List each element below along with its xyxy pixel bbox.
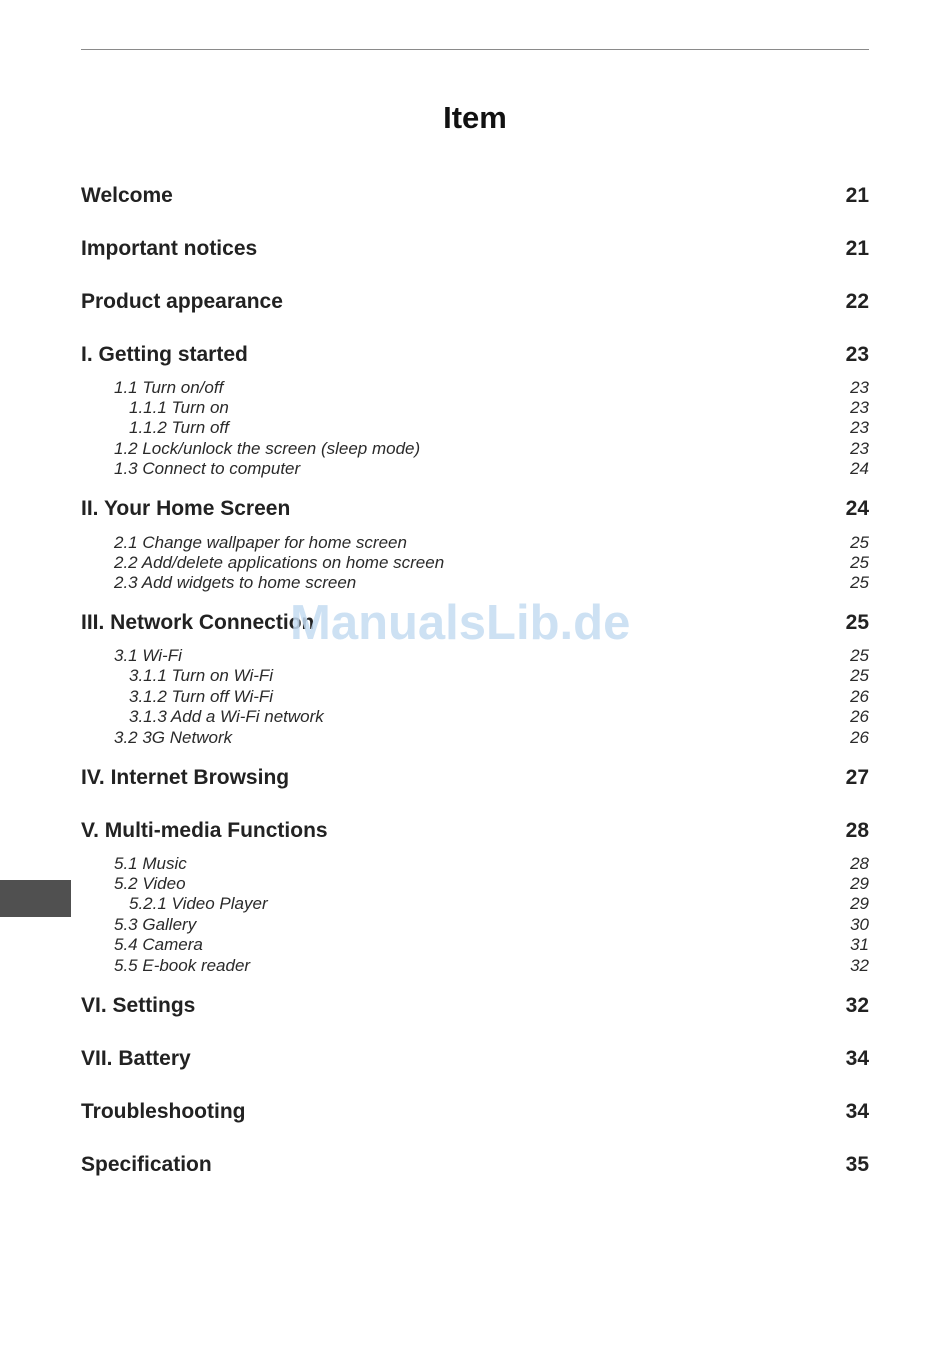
toc-subsection-entry[interactable] <box>81 894 869 914</box>
toc-entry-label: III. Network Connection <box>81 611 315 634</box>
toc-entry-label: 3.1.1 Turn on Wi-Fi <box>129 666 274 685</box>
toc-entry-label: 1.2 Lock/unlock the screen (sleep mode) <box>114 439 421 458</box>
toc-subsection-entry[interactable] <box>81 398 869 418</box>
toc-subsection-entry[interactable] <box>81 874 869 894</box>
toc-page-number: 24 <box>845 497 869 520</box>
toc-entry-label: 5.3 Gallery <box>114 915 197 934</box>
toc-page-number: 25 <box>850 646 869 665</box>
toc-page-number: 32 <box>845 994 869 1017</box>
toc-section-entry[interactable] <box>81 1151 869 1179</box>
toc-entry-label: Important notices <box>81 237 258 260</box>
watermark: ManualsLib.de <box>290 596 631 650</box>
toc-page-number: 24 <box>850 459 869 478</box>
toc-entry-label: 5.2.1 Video Player <box>129 894 268 913</box>
toc-entry-label: 5.5 E-book reader <box>114 956 251 975</box>
toc-entry-label: 2.3 Add widgets to home screen <box>114 573 357 592</box>
toc-section-entry[interactable] <box>81 1045 869 1073</box>
toc-entry-label: II. Your Home Screen <box>81 497 291 520</box>
toc-entry-label: 1.1.2 Turn off <box>129 418 229 437</box>
toc-section-entry[interactable] <box>81 288 869 316</box>
toc-subsection-entry[interactable] <box>81 728 869 748</box>
section-thumb-tab <box>0 880 71 917</box>
toc-subsection-entry[interactable] <box>81 687 869 707</box>
toc-section-entry[interactable] <box>81 235 869 263</box>
toc-page-number: 35 <box>845 1153 869 1176</box>
toc-page-number: 32 <box>850 956 869 975</box>
toc-page-number: 21 <box>845 184 869 207</box>
toc-page-number: 23 <box>850 378 869 397</box>
toc-page-number: 23 <box>850 418 869 437</box>
toc-entry-label: 3.1.3 Add a Wi-Fi network <box>129 707 324 726</box>
toc-section-entry[interactable] <box>81 495 869 523</box>
toc-entry-label: 2.1 Change wallpaper for home screen <box>114 533 407 552</box>
toc-page-number: 34 <box>845 1047 869 1070</box>
top-divider <box>81 49 869 50</box>
toc-page-number: 21 <box>845 237 869 260</box>
toc-section-entry[interactable] <box>81 817 869 845</box>
toc-entry-label: Product appearance <box>81 290 283 313</box>
toc-subsection-entry[interactable] <box>81 956 869 976</box>
toc-section-entry[interactable] <box>81 1098 869 1126</box>
toc-page-number: 30 <box>850 915 869 934</box>
toc-subsection-entry[interactable] <box>81 707 869 727</box>
toc-entry-label: I. Getting started <box>81 343 248 366</box>
toc-entry-label: V. Multi-media Functions <box>81 819 328 842</box>
toc-entry-label: Specification <box>81 1153 212 1176</box>
toc-page-number: 31 <box>850 935 869 954</box>
toc-page-number: 23 <box>845 343 869 366</box>
toc-entry-label: 3.1.2 Turn off Wi-Fi <box>129 687 274 706</box>
toc-section-entry[interactable] <box>81 764 869 792</box>
toc-page-number: 25 <box>850 666 869 685</box>
toc-subsection-entry[interactable] <box>81 935 869 955</box>
toc-section-entry[interactable] <box>81 341 869 369</box>
toc-entry-label: 3.1 Wi-Fi <box>114 646 182 665</box>
toc-page-number: 25 <box>850 553 869 572</box>
toc-entry-label: VI. Settings <box>81 994 196 1017</box>
toc-section-entry[interactable] <box>81 182 869 210</box>
toc-entry-label: 1.1.1 Turn on <box>129 398 229 417</box>
toc-page-number: 29 <box>850 874 869 893</box>
toc-page-number: 22 <box>845 290 869 313</box>
toc-section-entry[interactable] <box>81 992 869 1020</box>
toc-subsection-entry[interactable] <box>81 666 869 686</box>
toc-entry-label: 5.4 Camera <box>114 935 203 954</box>
toc-page-number: 28 <box>845 819 869 842</box>
toc-entry-label: 3.2 3G Network <box>114 728 233 747</box>
toc-subsection-entry[interactable] <box>81 573 869 593</box>
toc-entry-label: 1.1 Turn on/off <box>114 378 224 397</box>
toc-subsection-entry[interactable] <box>81 378 869 398</box>
toc-entry-label: 5.1 Music <box>114 854 187 873</box>
page-title: Item <box>443 100 507 135</box>
toc-page-number: 26 <box>850 687 869 706</box>
toc-page-number: 34 <box>845 1100 869 1123</box>
toc-page-number: 26 <box>850 707 869 726</box>
toc-page-number: 23 <box>850 439 869 458</box>
toc-page-number: 26 <box>850 728 869 747</box>
toc-page-number: 23 <box>850 398 869 417</box>
toc-entry-label: Troubleshooting <box>81 1100 246 1123</box>
toc-page-number: 25 <box>850 573 869 592</box>
toc-subsection-entry[interactable] <box>81 854 869 874</box>
toc-subsection-entry[interactable] <box>81 553 869 573</box>
toc-page-number: 27 <box>845 766 869 789</box>
toc-entry-label: IV. Internet Browsing <box>81 766 290 789</box>
toc-subsection-entry[interactable] <box>81 915 869 935</box>
toc-page-number: 28 <box>850 854 869 873</box>
toc-entry-label: 5.2 Video <box>114 874 186 893</box>
toc-entry-label: 2.2 Add/delete applications on home screen <box>114 553 445 572</box>
toc-page-number: 25 <box>850 533 869 552</box>
toc-page-number: 29 <box>850 894 869 913</box>
toc-subsection-entry[interactable] <box>81 418 869 438</box>
toc-subsection-entry[interactable] <box>81 459 869 479</box>
toc-entry-label: Welcome <box>81 184 173 207</box>
toc-entry-label: VII. Battery <box>81 1047 191 1070</box>
toc-entry-label: 1.3 Connect to computer <box>114 459 301 478</box>
toc-subsection-entry[interactable] <box>81 439 869 459</box>
toc-page-number: 25 <box>845 611 869 634</box>
toc-subsection-entry[interactable] <box>81 533 869 553</box>
